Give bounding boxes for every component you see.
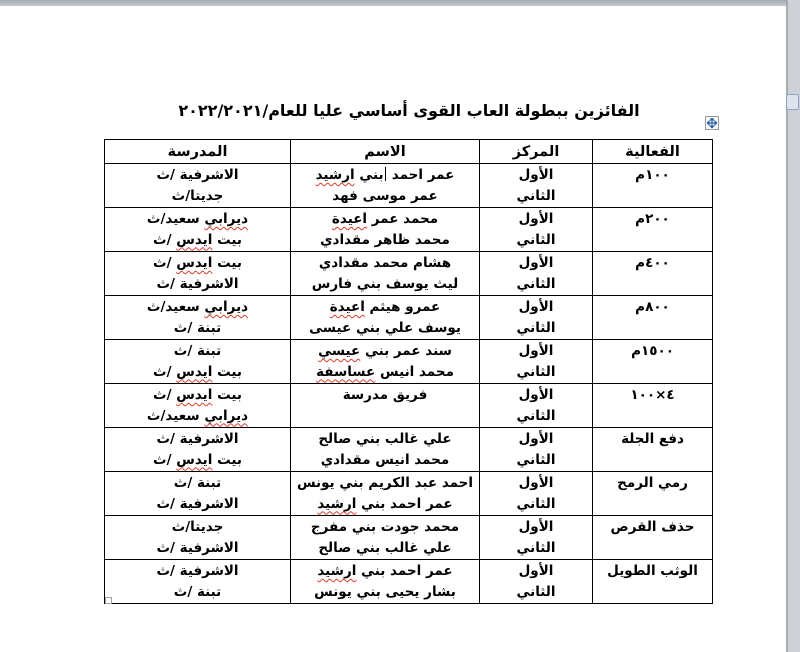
cell-text-line: الأول [518, 519, 554, 535]
school-cell[interactable] [105, 208, 291, 252]
table-row [105, 164, 713, 208]
event-cell[interactable] [593, 208, 713, 252]
cell-text-line: الأول [518, 211, 554, 227]
cell-text-line: الثاني [516, 495, 556, 512]
event-cell[interactable] [593, 472, 713, 516]
cell-text-line: الأول [518, 563, 554, 579]
event-cell[interactable] [593, 296, 713, 340]
cell-text-line: ٨٠٠م [635, 299, 670, 315]
cell-text-line: الثاني [516, 407, 556, 424]
event-cell[interactable] [593, 164, 713, 208]
cell-text-line: الثاني [516, 539, 556, 556]
cell-text-line: محمد عمر اعيدة [331, 211, 439, 227]
table-row [105, 428, 713, 472]
scrollbar-thumb[interactable] [786, 94, 799, 110]
cell-text-line: تبنة /ث [173, 475, 222, 491]
position-cell[interactable] [480, 516, 593, 560]
cell-text-line: محمد انيس مقدادي [320, 451, 450, 468]
cell-text-line: الاشرفية /ث [156, 431, 239, 447]
school-cell[interactable] [105, 296, 291, 340]
cell-text-line: عمر موسى فهد [332, 187, 438, 204]
cell-text-line: احمد عبد الكريم بني يونس [296, 475, 474, 491]
name-cell[interactable] [291, 472, 480, 516]
name-cell[interactable] [291, 208, 480, 252]
cell-text-line: ٤×١٠٠ [630, 387, 675, 403]
cell-text-line: رمي الرمح [617, 475, 688, 491]
cell-text-line: ديرابي سعيد/ث [146, 299, 249, 315]
header-row [105, 140, 713, 164]
table-row [105, 296, 713, 340]
cell-text-line: جديتا/ث [171, 519, 224, 535]
cell-text-line: الاشرفية /ث [156, 539, 239, 556]
header-position[interactable]: المركز [480, 140, 593, 164]
cell-text-line: الاشرفية /ث [156, 275, 239, 292]
cell-text-line: بيت ايدس /ث [153, 363, 242, 380]
name-cell[interactable] [291, 252, 480, 296]
cell-text-line: الاشرفية /ث [156, 495, 239, 512]
cell-text-line: الأول [518, 255, 554, 271]
cell-text-line: ٢٠٠م [635, 211, 670, 227]
cell-text-line: الثاني [516, 231, 556, 248]
cell-text-line: الاشرفية /ث [156, 167, 239, 183]
cell-text-line: بشار يحيى بني يونس [314, 583, 456, 600]
position-cell[interactable] [480, 252, 593, 296]
cell-text-line: محمد ظاهر مقدادي [320, 231, 450, 248]
cell-text-line: محمد انيس عساسفة [316, 363, 454, 380]
cell-text-line: الأول [518, 299, 554, 315]
school-cell[interactable] [105, 472, 291, 516]
event-cell[interactable] [593, 252, 713, 296]
position-cell[interactable] [480, 472, 593, 516]
position-cell[interactable] [480, 560, 593, 604]
name-cell[interactable] [291, 296, 480, 340]
table-move-handle[interactable] [705, 116, 719, 130]
table-resize-handle[interactable] [105, 597, 112, 604]
cell-text-line: الثاني [516, 583, 556, 600]
event-cell[interactable] [593, 384, 713, 428]
event-cell[interactable] [593, 428, 713, 472]
name-cell[interactable] [291, 516, 480, 560]
position-cell[interactable] [480, 340, 593, 384]
window-chrome-top-bar [0, 0, 800, 6]
name-cell[interactable] [291, 560, 480, 604]
cell-text-line: دفع الجلة [621, 431, 684, 447]
cell-text-line: بيت ايدس /ث [153, 231, 242, 248]
cell-text-line: ١٠٠م [635, 167, 670, 183]
cell-text-line: الثاني [516, 319, 556, 336]
cell-text-line: الثاني [516, 451, 556, 468]
school-cell[interactable] [105, 560, 291, 604]
school-cell[interactable] [105, 164, 291, 208]
school-cell[interactable] [105, 428, 291, 472]
cell-text-line: ليث يوسف بني فارس [311, 275, 459, 292]
cell-text-line: فريق مدرسة [342, 387, 428, 403]
cell-text-line: يوسف علي بني عيسى [309, 319, 461, 336]
cell-text-line: عمرو هيثم اعيدة [329, 299, 441, 315]
cell-text-line: الأول [518, 167, 554, 183]
text-cursor [385, 167, 387, 181]
school-cell[interactable] [105, 516, 291, 560]
position-cell[interactable] [480, 208, 593, 252]
cell-text-line: علي غالب بني صالح [318, 539, 452, 556]
cell-text-line: تبنة /ث [173, 319, 222, 336]
school-cell[interactable] [105, 252, 291, 296]
table-row [105, 384, 713, 428]
cell-text-line: بيت ايدس /ث [153, 387, 242, 403]
event-cell[interactable] [593, 340, 713, 384]
results-table-body [105, 164, 713, 604]
cell-text-line: تبنة /ث [173, 583, 222, 600]
cell-text-line: حذف القرص [610, 519, 695, 535]
cell-text-line: محمد جودت بني مفرج [310, 519, 460, 535]
table-row [105, 252, 713, 296]
event-cell[interactable] [593, 516, 713, 560]
school-cell[interactable] [105, 384, 291, 428]
cell-text-line: عمر احمد بني ارشيد [317, 563, 453, 579]
cell-text-line: الثاني [516, 363, 556, 380]
position-cell[interactable] [480, 164, 593, 208]
header-name[interactable]: الاسم [291, 140, 480, 164]
results-table [104, 139, 713, 604]
cell-text-line: الوثب الطويل [607, 563, 698, 579]
cell-text-line: الأول [518, 431, 554, 447]
cell-text-line: الأول [518, 343, 554, 359]
name-cell[interactable] [291, 428, 480, 472]
position-cell[interactable] [480, 428, 593, 472]
cell-text-line: ٤٠٠م [635, 255, 670, 271]
name-cell[interactable] [291, 340, 480, 384]
document-title[interactable]: الفائزين ببطولة العاب القوى أساسي عليا للعام/٢٠٢٢/٢٠٢١ [178, 101, 640, 120]
cell-text-line: الأول [518, 475, 554, 491]
table-row [105, 472, 713, 516]
name-cell[interactable] [291, 164, 480, 208]
cell-text-line: ١٥٠٠م [631, 343, 674, 359]
cell-text-line: سند عمر بني عيسي [318, 343, 452, 359]
name-cell[interactable] [291, 384, 480, 428]
table-row [105, 208, 713, 252]
cell-text-line: الثاني [516, 187, 556, 204]
position-cell[interactable] [480, 296, 593, 340]
cell-text-line: علي غالب بني صالح [318, 431, 452, 447]
move-cross-icon [707, 118, 717, 128]
cell-text-line: ديرابي سعيد/ث [146, 211, 249, 227]
header-event[interactable]: الفعالية [593, 140, 713, 164]
table-row [105, 516, 713, 560]
cell-text-line: هشام محمد مقدادي [318, 255, 452, 271]
cell-text-line: بيت ايدس /ث [153, 255, 242, 271]
cell-text-line: جديتا/ث [171, 187, 224, 204]
cell-text-line: الأول [518, 387, 554, 403]
table-row [105, 560, 713, 604]
cell-text-line: عمر احمد بني ارشيد [315, 167, 455, 183]
header-school[interactable]: المدرسة [105, 140, 291, 164]
cell-text-line: بيت ايدس /ث [153, 451, 242, 468]
cell-text-line: ديرابي سعيد/ث [146, 407, 249, 424]
table-row [105, 340, 713, 384]
cell-text-line: الثاني [516, 275, 556, 292]
cell-text-line: عمر احمد بني ارشيد [317, 495, 453, 512]
cell-text-line: تبنة /ث [173, 343, 222, 359]
cell-text-line: الاشرفية /ث [156, 563, 239, 579]
event-cell[interactable] [593, 560, 713, 604]
school-cell[interactable] [105, 340, 291, 384]
position-cell[interactable] [480, 384, 593, 428]
